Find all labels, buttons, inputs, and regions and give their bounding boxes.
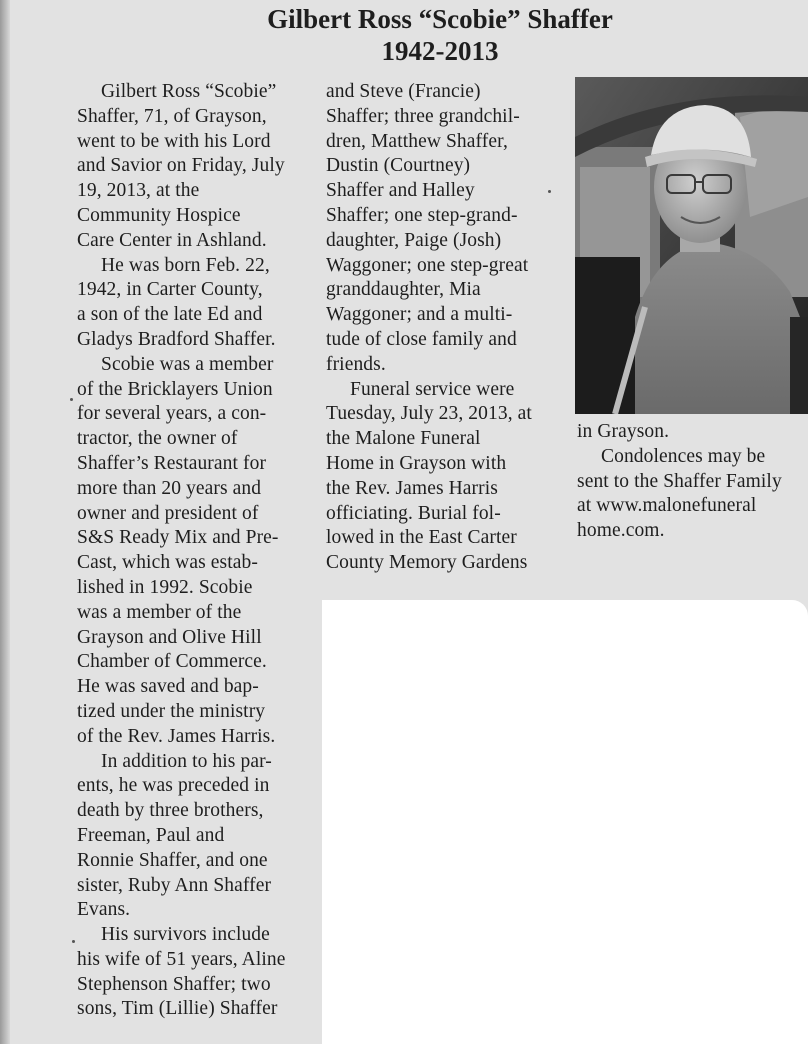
text-line: Shaffer; one step-grand-: [326, 204, 518, 226]
text-line: his wife of 51 years, Aline: [77, 948, 286, 970]
text-line: Community Hospice: [77, 204, 241, 226]
text-line: more than 20 years and: [77, 477, 262, 499]
text-line: went to be with his Lord: [77, 130, 271, 152]
text-line: tude of close family and: [326, 328, 517, 350]
portrait-photo: [575, 77, 808, 414]
text-line: and Savior on Friday, July: [77, 155, 285, 177]
text-line: Gilbert Ross “Scobie”: [101, 81, 277, 102]
text-line: S&S Ready Mix and Pre-: [77, 527, 279, 549]
text-line: tized under the ministry: [77, 700, 266, 722]
text-line: officiating. Burial fol-: [326, 502, 501, 524]
text-line: a son of the late Ed and: [77, 304, 263, 326]
text-line: Home in Grayson with: [326, 452, 507, 474]
text-line: lowed in the East Carter: [326, 527, 517, 549]
text-line: Condolences may be: [601, 445, 766, 467]
text-line: in Grayson.: [577, 421, 670, 442]
text-column-3: [577, 420, 782, 544]
text-line: lished in 1992. Scobie: [77, 576, 253, 598]
text-line: the Rev. James Harris: [326, 477, 498, 499]
text-line: Scobie was a member: [101, 353, 274, 375]
obituary-title: Gilbert Ross “Scobie” Shaffer: [267, 4, 613, 34]
text-line: Shaffer and Halley: [326, 180, 475, 202]
text-line: 19, 2013, at the: [77, 180, 200, 202]
text-column-1: [77, 80, 286, 1022]
scan-speck: [70, 398, 73, 401]
text-line: friends.: [326, 353, 386, 375]
text-line: and Steve (Francie): [326, 81, 481, 102]
text-line: Evans.: [77, 899, 131, 921]
portrait-photo-image: [575, 77, 808, 414]
blank-paper-area: [322, 600, 808, 1044]
text-line: Tuesday, July 23, 2013, at: [326, 403, 532, 425]
text-line: dren, Matthew Shaffer,: [326, 130, 508, 152]
text-line: home.com.: [577, 520, 665, 542]
text-line: death by three brothers,: [77, 800, 264, 822]
text-line: He was born Feb. 22,: [101, 254, 270, 276]
text-line: Dustin (Courtney): [326, 155, 471, 177]
text-line: Gladys Bradford Shaffer.: [77, 328, 276, 350]
text-line: sent to the Shaffer Family: [577, 470, 782, 492]
text-line: Shaffer; three grandchil-: [326, 105, 520, 127]
text-line: at www.malonefuneral: [577, 495, 757, 517]
text-line: granddaughter, Mia: [326, 279, 481, 301]
text-line: tractor, the owner of: [77, 428, 238, 450]
text-column-2: [326, 80, 532, 576]
obituary-years: 1942-2013: [381, 36, 499, 66]
text-line: Chamber of Commerce.: [77, 651, 267, 673]
text-line: owner and president of: [77, 502, 259, 524]
text-line: Ronnie Shaffer, and one: [77, 849, 268, 871]
text-line: In addition to his par-: [101, 750, 272, 772]
text-line: for several years, a con-: [77, 403, 267, 425]
text-line: Waggoner; one step-great: [326, 254, 529, 276]
text-line: Cast, which was estab-: [77, 552, 258, 574]
scan-speck: [72, 940, 75, 943]
text-line: ents, he was preceded in: [77, 775, 270, 797]
text-line: Grayson and Olive Hill: [77, 626, 262, 648]
text-line: Waggoner; and a multi-: [326, 304, 513, 326]
text-line: Shaffer’s Restaurant for: [77, 452, 267, 474]
text-line: Shaffer, 71, of Grayson,: [77, 105, 267, 127]
scan-speck: [548, 190, 551, 193]
text-line: 1942, in Carter County,: [77, 279, 263, 301]
text-line: Funeral service were: [350, 378, 515, 400]
text-line: His survivors include: [101, 924, 270, 946]
text-line: daughter, Paige (Josh): [326, 229, 502, 251]
text-line: the Malone Funeral: [326, 428, 481, 450]
text-line: of the Bricklayers Union: [77, 378, 273, 400]
text-line: County Memory Gardens: [326, 552, 528, 574]
text-line: Care Center in Ashland.: [77, 229, 267, 251]
text-line: sister, Ruby Ann Shaffer: [77, 874, 272, 896]
text-line: was a member of the: [77, 601, 242, 623]
text-line: of the Rev. James Harris.: [77, 725, 276, 747]
text-line: He was saved and bap-: [77, 676, 259, 698]
text-line: sons, Tim (Lillie) Shaffer: [77, 998, 278, 1020]
scan-edge-shadow: [0, 0, 10, 1044]
text-line: Freeman, Paul and: [77, 824, 225, 846]
text-line: Stephenson Shaffer; two: [77, 973, 271, 995]
